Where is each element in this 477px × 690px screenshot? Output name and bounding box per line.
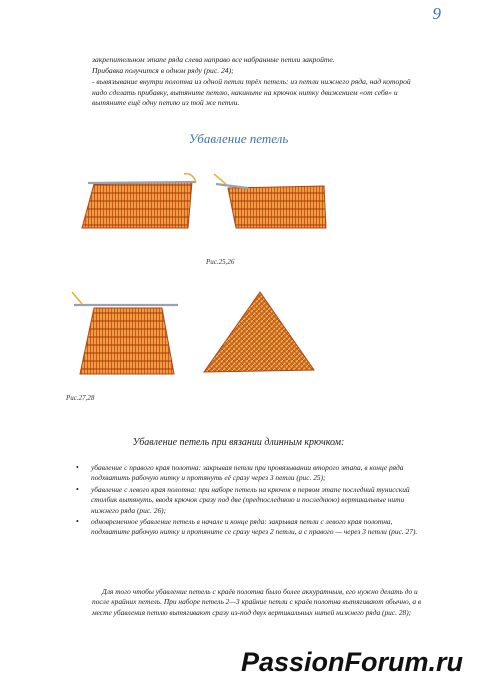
intro-line-3: - вывязывание внутри полотна из одной петли трёх петель: из петли нижнего ряда, над которой надо сделать прибавку, вытяните петлю, накиньте на крючок нитку движением «от себя» и вытяните ещё одну петлю из той же петли. xyxy=(92,77,411,108)
section-title-long-hook: Убавление петель при вязании длинным крючком: xyxy=(132,437,345,448)
caption-fig-27-28: Рис.27,28 xyxy=(66,394,95,402)
bullet-list xyxy=(76,463,422,539)
page-number: 9 xyxy=(432,4,441,23)
bullet-dot-icon: • xyxy=(76,484,79,494)
intro-line-2: Прибавка получится в одном ряду (рис. 24); xyxy=(92,66,234,75)
bullet-dot-icon: • xyxy=(76,517,79,527)
list-item-text: убавление с правого края полотна: закрывая петли при провязывании второго этапа, в конце ряда подхватить рабочую нитку и протянуть её сразу через 3 петли (рис. 25); xyxy=(91,463,404,483)
knit-figure-26 xyxy=(212,170,332,232)
tail-paragraph: Для того чтобы убавление петель с краёв полотна было более аккуратным, его нужно делать до и после крайних петель. При наборе петель 2—3 крайние петли с краёв полотна вытягивают обычно, а в месте убавления петлю вытягивают сразу из-под двух вертикальных нитей нижнего ряда (рис. 28); xyxy=(92,587,422,617)
list-item xyxy=(76,463,422,484)
knit-figure-27 xyxy=(70,290,182,378)
site-watermark: PassionForum.ru xyxy=(240,647,463,677)
list-item-text: убавление с левого края полотна: при наборе петель на крючок в первом этапе последний тунисский столбик вытянуть, вводя крючок сразу под две (предпоследнюю и последнюю) вертикальные нити нижнего ряда (рис. 26); xyxy=(91,484,410,515)
list-item xyxy=(76,485,422,516)
knit-figure-25 xyxy=(80,170,200,232)
section-title-decrease: Убавление петель xyxy=(188,131,289,146)
list-item-text: одновременное убавление петель в начале и конце ряда: закрывая петли с левого края полотна, подхватите рабочую нитку и протяните се сразу через 2 петли, а с правого — через 3 петли (рис. 27). xyxy=(91,517,418,537)
caption-fig-25-26: Рис.25,26 xyxy=(206,258,235,266)
knit-figure-28 xyxy=(198,290,316,376)
list-item xyxy=(76,517,422,538)
bullet-dot-icon: • xyxy=(76,463,79,472)
intro-line-1: закрепительном этапе ряда слева направо все набранные петли закройте. xyxy=(92,55,335,64)
